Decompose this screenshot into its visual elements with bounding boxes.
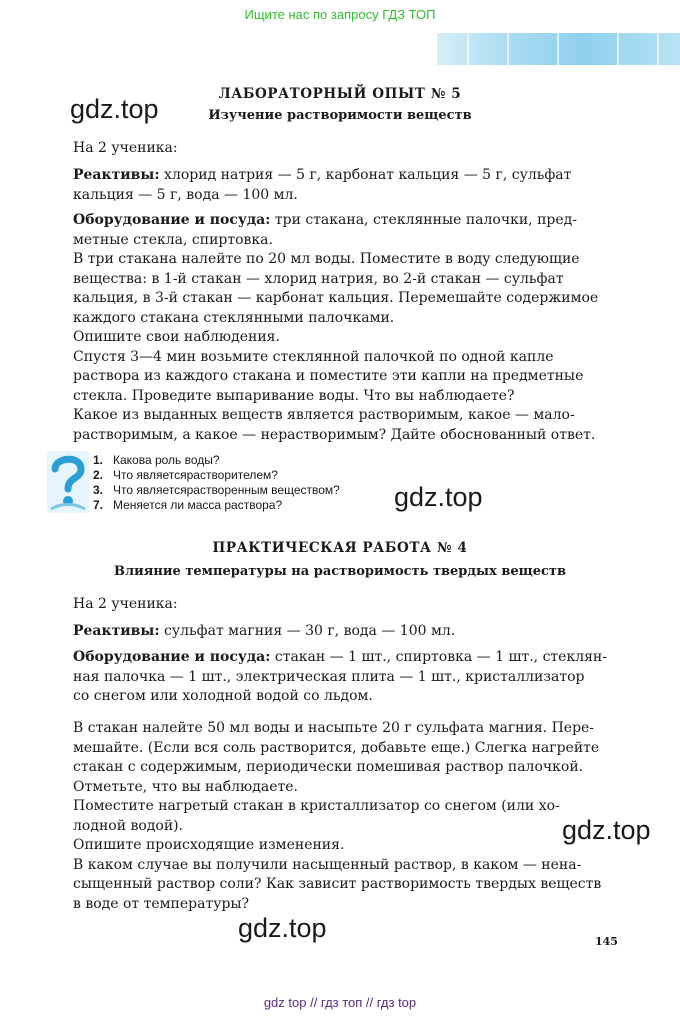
lab-reagents-line: кальция — 5 г, вода — 100 мл. [73, 186, 298, 203]
text-line: Какое из выданных веществ является растворимым, какое — мало- [73, 407, 575, 423]
text-line: Отметьте, что вы наблюдаете. [73, 778, 298, 795]
text-line: В стакан налейте 50 мл воды и насыпьте 20 г сульфата магния. Пере- [73, 720, 595, 736]
header-banner-image [437, 33, 680, 65]
practice-equipment-line: со снегом или холодной водой со льдом. [73, 688, 373, 704]
text-line: стакан с содержимым, периодически помешивая раствор палочкой. [73, 759, 584, 775]
top-search-link[interactable]: Ищите нас по запросу ГДЗ ТОП [244, 7, 436, 22]
text-line: лодной водой). [73, 817, 184, 834]
text-line: Поместите нагретый стакан в кристаллизатор со снегом (или хо- [73, 798, 560, 814]
text-line: каждого стакана стеклянными палочками. [73, 309, 395, 326]
lab-equipment-line: метные стекла, спиртовка. [73, 231, 273, 248]
watermark: gdz.top [562, 815, 651, 845]
practice-students: На 2 ученика: [73, 596, 178, 612]
practice-equipment-label: Оборудование и посуда: [73, 649, 271, 665]
question-item: 3. Что являетсярастворенным веществом? [93, 483, 340, 497]
practice-reagents [73, 622, 616, 642]
lab-reagents [73, 166, 616, 205]
text-line: Спустя 3—4 мин возьмите стеклянной палочкой по одной капле [73, 348, 554, 365]
bottom-links[interactable]: gdz top // гдз топ // гдз top [263, 995, 417, 1010]
page-number: 145 [595, 935, 618, 948]
practice-subtitle: Влияние температуры на растворимость твердых веществ [113, 564, 567, 579]
text-line: вещества: в 1-й стакан — хлорид натрия, во 2-й стакан — сульфат [73, 270, 564, 287]
lab-students: На 2 ученика: [73, 140, 178, 156]
lab-reagents-line: хлорид натрия — 5 г, карбонат кальция — 5 г, сульфат [159, 167, 572, 183]
practice-title: ПРАКТИЧЕСКАЯ РАБОТА № 4 [212, 540, 468, 556]
watermark: gdz.top [70, 94, 159, 124]
text-line: мешайте. (Если вся соль растворится, добавьте еще.) Слегка нагрейте [73, 739, 600, 756]
questions-list [93, 453, 340, 513]
question-mark-icon [47, 451, 89, 513]
practice-equipment [73, 648, 616, 707]
text-line: в воде от температуры? [73, 895, 250, 912]
practice-reagents-label: Реактивы: [73, 623, 160, 639]
question-item: 1. Какова роль воды? [93, 453, 220, 467]
text-line: В три стакана налейте по 20 мл воды. Поместите в воду следующие [73, 251, 580, 267]
lab-paragraph-1 [73, 250, 616, 445]
text-line: Опишите происходящие изменения. [73, 837, 345, 853]
watermark: gdz.top [394, 482, 483, 512]
text-line: растворимым, а какое — нерастворимым? Дайте обоснованный ответ. [73, 426, 596, 443]
lab-equipment-line: три стакана, стеклянные палочки, пред- [270, 212, 578, 228]
text-line: В каком случае вы получили насыщенный раствор, в каком — нена- [73, 856, 582, 873]
lab-equipment [73, 211, 616, 250]
practice-reagents-text: сульфат магния — 30 г, вода — 100 мл. [159, 623, 456, 639]
lab-reagents-label: Реактивы: [73, 167, 160, 183]
practice-equipment-line: стакан — 1 шт., спиртовка — 1 шт., стеклян- [270, 649, 607, 665]
text-line: кальция, в 3-й стакан — карбонат кальция. Перемешайте содержимое [73, 290, 599, 306]
question-item: 2. Что являетсярастворителем? [93, 468, 278, 482]
text-line: сыщенный раствор соли? Как зависит растворимость твердых веществ [73, 876, 602, 892]
lab-subtitle: Изучение растворимости веществ [208, 108, 472, 123]
practice-equipment-line: ная палочка — 1 шт., электрическая плита — 1 шт., кристаллизатор [73, 668, 585, 685]
watermark: gdz.top [238, 913, 327, 943]
text-line: стекла. Проведите выпаривание воды. Что вы наблюдаете? [73, 387, 515, 404]
text-line: Опишите свои наблюдения. [73, 329, 280, 345]
lab-title: ЛАБОРАТОРНЫЙ ОПЫТ № 5 [218, 86, 462, 102]
lab-equipment-label: Оборудование и посуда: [73, 212, 271, 228]
practice-paragraphs [73, 719, 616, 914]
question-item: 7. Меняется ли масса раствора? [93, 498, 283, 512]
text-line: раствора из каждого стакана и поместите эти капли на предметные [73, 368, 584, 384]
